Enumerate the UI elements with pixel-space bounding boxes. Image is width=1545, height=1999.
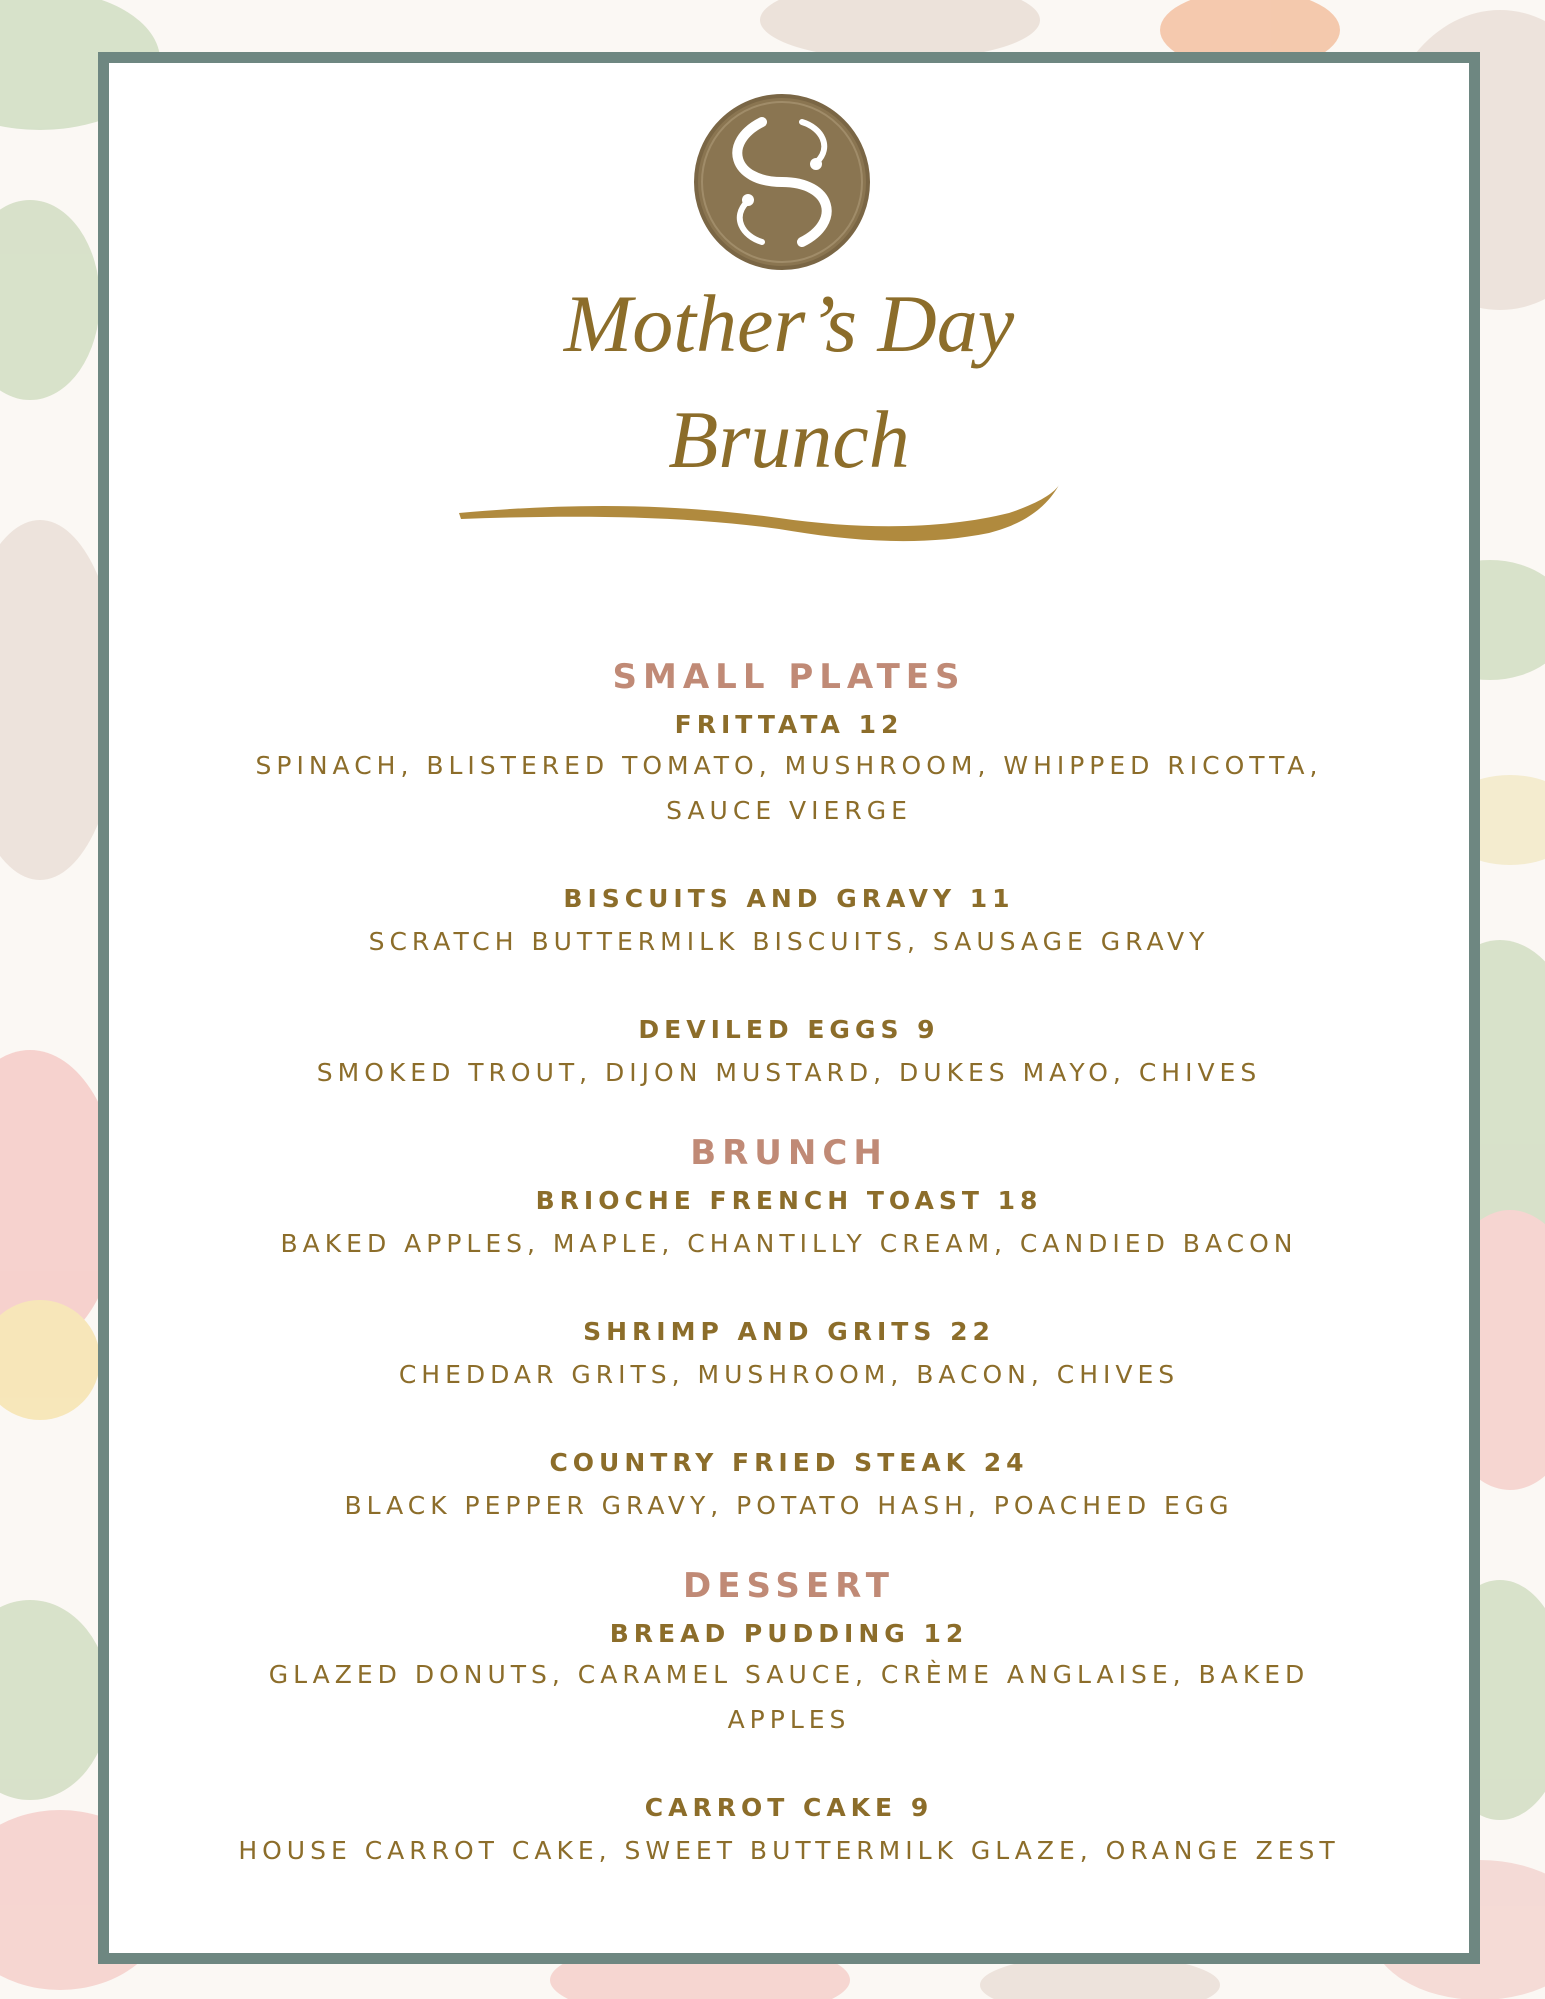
menu-content [109,655,1469,1873]
item-description: SPINACH, BLISTERED TOMATO, MUSHROOM, WHIPPED RICOTTA, SAUCE VIERGE [255,751,1323,825]
item-name: DEVILED EGGS 9 [638,1015,940,1044]
menu-card [98,52,1480,1964]
section-title-small-plates: SMALL PLATES [612,657,966,697]
item-name: BISCUITS AND GRAVY 11 [563,884,1015,913]
item-description: SMOKED TROUT, DIJON MUSTARD, DUKES MAYO, CHIVES [316,1058,1262,1087]
item-description: BLACK PEPPER GRAVY, POTATO HASH, POACHED EGG [344,1491,1234,1520]
item-name: BREAD PUDDING 12 [609,1619,969,1648]
item-description: GLAZED DONUTS, CARAMEL SAUCE, CRÈME ANGLAISE, BAKED APPLES [268,1660,1310,1734]
section-title-brunch: BRUNCH [690,1133,888,1173]
item-description: SCRATCH BUTTERMILK BISCUITS, SAUSAGE GRAVY [368,927,1210,956]
section-title-dessert: DESSERT [683,1566,895,1606]
item-description: HOUSE CARROT CAKE, SWEET BUTTERMILK GLAZE, ORANGE ZEST [238,1836,1340,1865]
title-line-1: Mother’s Day [563,278,1015,369]
item-description: CHEDDAR GRITS, MUSHROOM, BACON, CHIVES [398,1360,1180,1389]
item-description: BAKED APPLES, MAPLE, CHANTILLY CREAM, CANDIED BACON [280,1229,1298,1258]
gold-brush-stroke [449,473,1069,553]
item-name: CARROT CAKE 9 [644,1793,934,1822]
item-name: SHRIMP AND GRITS 22 [583,1317,995,1346]
item-name: COUNTRY FRIED STEAK 24 [549,1448,1029,1477]
monogram-s-logo [692,92,872,272]
item-name: BRIOCHE FRENCH TOAST 18 [535,1186,1043,1215]
item-name: FRITTATA 12 [674,710,904,739]
title-line-2: Brunch [668,394,910,485]
